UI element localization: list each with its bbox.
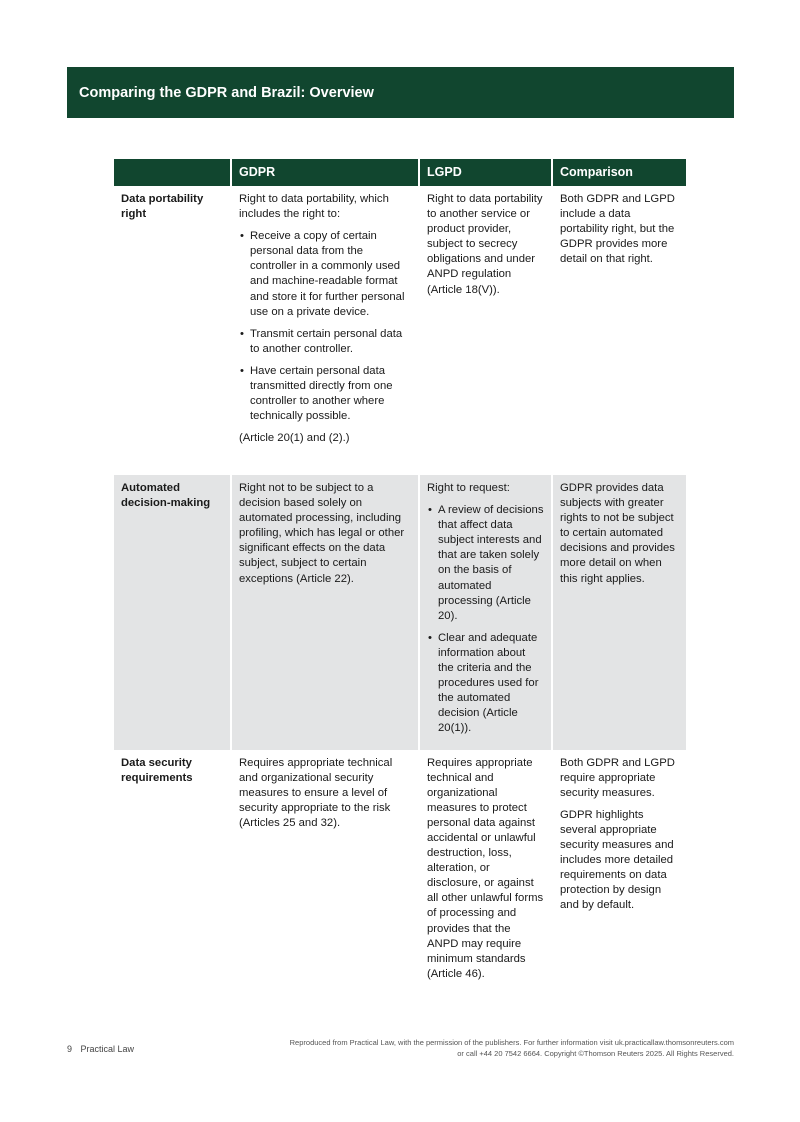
comparison-table <box>114 159 686 988</box>
list-item: • Transmit certain personal data to another controller. <box>239 327 411 357</box>
cell-text: GDPR highlights several appropriate security measures and includes more detailed requirements on data protection by design and by default. <box>560 808 674 912</box>
list-item: • Clear and adequate information about the criteria and the procedures used for the automated decision (Article 20(1)). <box>427 631 544 737</box>
cell-text: Both GDPR and LGPD include a data portability right, but the GDPR provides more detail on that right. <box>560 193 675 266</box>
page-number: 9 <box>67 1044 73 1054</box>
table-row <box>114 475 686 750</box>
copyright-notice <box>234 1038 734 1059</box>
bullet-list <box>239 229 411 424</box>
page-footer-left <box>67 1044 134 1054</box>
row-label: Data security requirements <box>121 756 193 784</box>
column-header-gdpr: GDPR <box>231 159 419 186</box>
cell-text: Right to data portability, which includes the right to: <box>239 193 389 221</box>
page-title: Comparing the GDPR and Brazil: Overview <box>79 84 374 101</box>
gdpr-cell <box>231 475 419 750</box>
column-header-lgpd: LGPD <box>419 159 552 186</box>
gdpr-cell <box>231 750 419 988</box>
cell-text: Both GDPR and LGPD require appropriate security measures. <box>560 756 675 799</box>
cell-text: GDPR provides data subjects with greater rights to not be subject to certain automated decisions and provides more detail on when this right applies. <box>560 482 675 585</box>
column-header-comparison: Comparison <box>552 159 686 186</box>
notice-line: or call +44 20 7542 6664. Copyright ©Thomson Reuters 2025. All Rights Reserved. <box>457 1048 734 1058</box>
lgpd-cell <box>419 475 552 750</box>
row-label: Automated decision-making <box>114 475 231 750</box>
table-header-row <box>114 159 686 186</box>
notice-line: Reproduced from Practical Law, with the permission of the publishers. For further information visit uk.practicallaw.thomsonreuters.com <box>289 1038 734 1047</box>
bullet-list <box>427 503 544 736</box>
list-item: • Receive a copy of certain personal data from the controller in a commonly used and machine-readable format and store it for further personal use on a private device. <box>239 229 411 320</box>
cell-text: Right to request: <box>427 482 510 494</box>
cell-text: Requires appropriate technical and organizational measures to protect personal data against accidental or unlawful destruction, loss, alteration, or disclosure, or against all other unlawful forms of processing and provides that the ANPD may require minimum standards (Article 46). <box>427 756 544 980</box>
comparison-cell <box>552 750 686 988</box>
cell-text: Right not to be subject to a decision based solely on automated processing, including profiling, which has legal or other significant effects on the data subject, subject to certain exceptions (Article 22). <box>239 482 405 585</box>
cell-text: Requires appropriate technical and organizational security measures to ensure a level of security appropriate to the risk (Articles 25 and 32). <box>239 756 393 829</box>
publication-name: Practical Law <box>80 1044 135 1054</box>
comparison-cell <box>552 186 686 475</box>
column-header-topic <box>114 159 231 186</box>
table-row <box>114 750 686 988</box>
list-item: • A review of decisions that affect data subject interests and that are taken solely on the basis of automated processing (Article 20). <box>427 503 544 624</box>
list-item: • Have certain personal data transmitted directly from one controller to another where technically possible. <box>239 364 411 424</box>
lgpd-cell <box>419 186 552 475</box>
lgpd-cell <box>419 750 552 988</box>
cell-text: (Article 20(1) and (2).) <box>239 432 350 445</box>
page-banner <box>67 67 734 118</box>
gdpr-cell <box>231 186 419 475</box>
table-row <box>114 186 686 475</box>
comparison-cell <box>552 475 686 750</box>
cell-text: Right to data portability to another service or product provider, subject to secrecy obligations and under ANPD regulation (Article 18(V)). <box>427 193 543 296</box>
row-label: Data portability right <box>121 193 204 221</box>
